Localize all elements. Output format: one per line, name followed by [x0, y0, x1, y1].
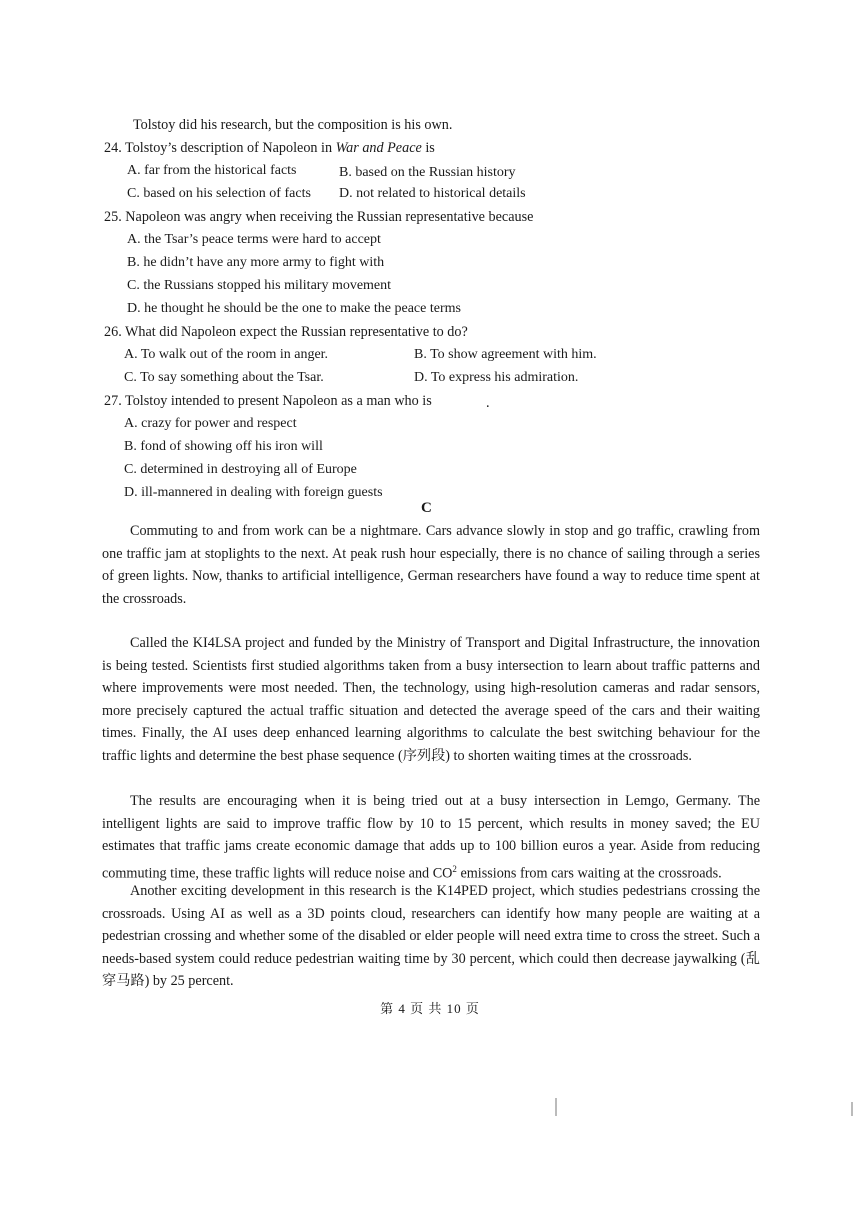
question-24-option-c: C. based on his selection of facts [127, 186, 311, 201]
question-26-option-d: D. To express his admiration. [414, 370, 579, 385]
question-25-stem: 25. Napoleon was angry when receiving the Russian representative because [104, 209, 534, 225]
question-24-stem-pre: 24. Tolstoy’s description of Napoleon in [104, 140, 336, 156]
intro-line: Tolstoy did his research, but the composition is his own. [133, 117, 453, 133]
question-24-stem-post: is [421, 140, 435, 156]
passage-paragraph-3-tail: emissions from cars waiting at the crossroads. [456, 865, 722, 882]
subscript-number: 2 [452, 863, 457, 874]
question-24-option-d: D. not related to historical details [339, 186, 526, 201]
question-25-option-d: D. he thought he should be the one to make the peace terms [127, 301, 461, 316]
question-26-stem: 26. What did Napoleon expect the Russian representative to do? [104, 324, 468, 340]
passage-paragraph-1: Commuting to and from work can be a nightmare. Cars advance slowly in stop and go traffic, crawling from one traffic jam at stoplights to the next. At peak rush hour especially, there is no chance of sailing through a series of green lights. Now, thanks to artificial intelligence, German researchers have found a way to reduce time spent at the crossroads. [102, 523, 760, 607]
book-title: War and Peace [335, 140, 422, 156]
question-26-option-a: A. To walk out of the room in anger. [124, 347, 329, 362]
scan-mark [555, 1098, 557, 1116]
passage-paragraph-2: Called the KI4LSA project and funded by the Ministry of Transport and Digital Infrastructure, the innovation is being tested. Scientists first studied algorithms taken from a busy intersection to learn about traffic patterns and where improvements were most needed. Then, the technology, using high-resolution cameras and radar sensors, more precisely captured the actual traffic situation and detected the average speed of the cars and their waiting times. Finally, the AI uses deep enhanced learning algorithms to calculate the best switching behaviour for the traffic lights and determine the best phase sequence (序列段) to shorten waiting times at the crossroads. [102, 635, 760, 764]
question-25-option-a: A. the Tsar’s peace terms were hard to accept [127, 232, 381, 247]
question-26-option-b: B. To show agreement with him. [414, 347, 597, 362]
question-25-option-c: C. the Russians stopped his military movement [127, 278, 392, 293]
page-footer: 第 4 页 共 10 页 [380, 1001, 480, 1016]
question-26-option-c: C. To say something about the Tsar. [124, 370, 324, 385]
question-24-option-a: A. far from the historical facts [127, 163, 297, 178]
passage-paragraph-3-text: The results are encouraging when it is being tried out at a busy intersection in Lemgo, Germany. The intelligent lights are said to improve traffic flow by 10 to 15 percent, which results in money saved; the EU estimates that traffic jams create economic damage that adds up to 100 billion euros a year. Aside from reducing commuting time, these traffic lights will reduce noise and CO [102, 793, 760, 882]
question-27-option-b: B. fond of showing off his iron will [124, 439, 323, 454]
scan-mark [851, 1102, 853, 1116]
question-27-option-a: A. crazy for power and respect [124, 416, 297, 431]
section-letter: C [421, 500, 432, 516]
question-27-option-d: D. ill-mannered in dealing with foreign guests [124, 485, 383, 500]
passage-paragraph-4: Another exciting development in this research is the K14PED project, which studies pedestrians crossing the crossroads. Using AI as well as a 3D points cloud, researchers can identify how many people are waiting at a pedestrian crossing and whether some of the disabled or elder people will need extra time to cross the street. Such a needs-based system could reduce pedestrian waiting time by 30 percent, which could then decrease jaywalking (乱穿马路) by 25 percent. [102, 883, 760, 990]
question-24-stem [104, 139, 435, 157]
question-27-stem: 27. Tolstoy intended to present Napoleon as a man who is [104, 393, 432, 409]
question-27-blank: . [486, 395, 490, 411]
question-24-option-b: B. based on the Russian history [339, 165, 516, 180]
question-25-option-b: B. he didn’t have any more army to fight with [127, 255, 385, 270]
passage-paragraph-3 [102, 790, 760, 885]
question-27-option-c: C. determined in destroying all of Europe [124, 462, 357, 477]
